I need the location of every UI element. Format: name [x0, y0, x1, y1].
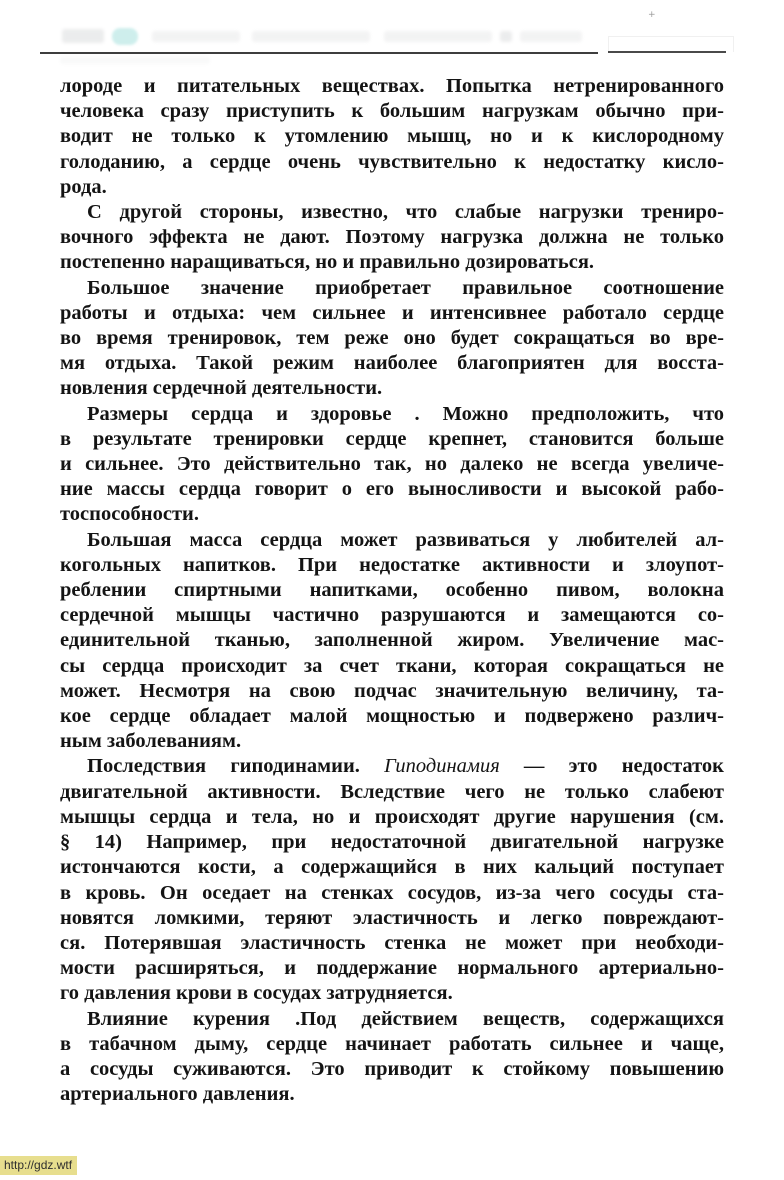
running-head-text-smudge: [384, 31, 492, 42]
running-head: [0, 0, 784, 60]
italic-term: Гиподинамия: [384, 755, 500, 778]
text-line: постепенно наращиваться, но и правильно дозироваться.: [60, 251, 595, 274]
text-line: когольных напитков. При недостатке активности и злоупот-: [60, 553, 724, 576]
text-line: мя отдыха. Такой режим наиболее благоприятен для восста-: [60, 352, 724, 375]
text-line: сердечной мышцы частично разрушаются и замещаются со-: [60, 604, 724, 627]
text-line: лороде и питательных веществах. Попытка нетренированного: [60, 75, 724, 97]
running-head-dot-smudge: [500, 31, 512, 42]
text-line: в результате тренировки сердце крепнет, становится больше: [60, 427, 724, 450]
text-line: в кровь. Он оседает на стенках сосудов, из-за чего сосуды ста-: [60, 881, 724, 904]
text-line: сы сердца происходит за счет ткани, которая сокращаться не: [60, 654, 724, 677]
text-line: мышцы сердца и тела, но и происходят другие нарушения (см.: [60, 805, 724, 828]
text-line: человека сразу приступить к большим нагрузкам обычно при-: [60, 100, 724, 123]
text-line: § 14) Например, при недостаточной двигательной нагрузке: [60, 831, 724, 854]
run-in-heading: Влияние курения: [87, 1007, 270, 1030]
text-line: новятся ломкими, теряют эластичность и легко повреждают-: [60, 906, 724, 929]
text-line: Большое значение приобретает правильное соотношение: [87, 276, 724, 299]
text-line: во время тренировок, тем реже оно будет сокращаться во вре-: [60, 327, 724, 350]
header-rule-right-segment: [608, 51, 726, 53]
text-line: работы и отдыха: чем сильнее и интенсивнее работало сердце: [60, 301, 724, 324]
scan-artifact-speck: +: [648, 10, 656, 20]
text-line: [60, 1007, 724, 1032]
text-line: истончаются кости, а содержащийся в них кальций поступает: [60, 856, 724, 879]
scan-artifact-box: [608, 36, 734, 52]
text-line: единительной тканью, заполненной жиром. Увеличение мас-: [60, 629, 724, 652]
text-line: Большая масса сердца может развиваться у любителей ал-: [87, 528, 724, 551]
text-line: и сильнее. Это действительно так, но далеко не всегда увеличе-: [60, 453, 724, 476]
watermark-url: http://gdz.wtf: [0, 1156, 77, 1175]
running-head-text-smudge: [520, 31, 582, 42]
text-line: вочного эффекта не дают. Поэтому нагрузка должна не только: [60, 226, 724, 249]
text-segment: . Можно предположить, что: [391, 402, 724, 425]
text-line: ся. Потерявшая эластичность стенка не может при необходи-: [60, 931, 724, 954]
text-line: может. Несмотря на свою подчас значительную величину, та-: [60, 679, 724, 702]
text-line: С другой стороны, известно, что слабые нагрузки трениро-: [87, 201, 724, 224]
text-line: мости расширяться, и поддержание нормального артериально-: [60, 957, 724, 980]
text-line: двигательной активности. Вследствие чего не только слабеют: [60, 780, 724, 803]
running-head-page-number-smudge: [62, 29, 104, 43]
text-line: голоданию, а сердце очень чувствительно к недостатку кисло-: [60, 150, 724, 173]
run-in-heading: Последствия гиподинамии.: [87, 755, 385, 778]
text-line: а сосуды суживаются. Это приводит к стойкому повышению: [60, 1057, 724, 1080]
text-line: [60, 402, 724, 427]
text-line: ным заболеваниям.: [60, 730, 242, 753]
below-rule-smudge: [60, 57, 210, 64]
text-line: водит не только к утомлению мышц, но и к кислородному: [60, 125, 724, 148]
chapter-icon-smudge: [112, 28, 138, 45]
text-line: артериального давления.: [60, 1083, 295, 1106]
text-line: кое сердце обладает малой мощностью и подвержено различ-: [60, 705, 724, 728]
text-line: го давления крови в сосудах затрудняется.: [60, 982, 453, 1005]
text-line: реблении спиртными напитками, особенно пивом, волокна: [60, 579, 724, 602]
header-rule: [40, 52, 598, 54]
text-line: в табачном дыму, сердце начинает работать сильнее и чаще,: [60, 1032, 724, 1055]
text-line: ние массы сердца говорит о его выносливости и высокой рабо-: [60, 478, 724, 501]
text-line: [60, 754, 724, 779]
text-line: тоспособности.: [60, 503, 199, 526]
text-line: рода.: [60, 175, 107, 198]
text-segment: .Под действием веществ, содержащихся: [269, 1007, 724, 1030]
run-in-heading: Размеры сердца и здоровье: [87, 402, 392, 425]
text-line: новления сердечной деятельности.: [60, 377, 383, 400]
text-segment: — это недостаток: [499, 755, 724, 778]
running-head-text-smudge: [252, 31, 370, 42]
text-block: [60, 74, 724, 1107]
running-head-text-smudge: [152, 31, 240, 42]
